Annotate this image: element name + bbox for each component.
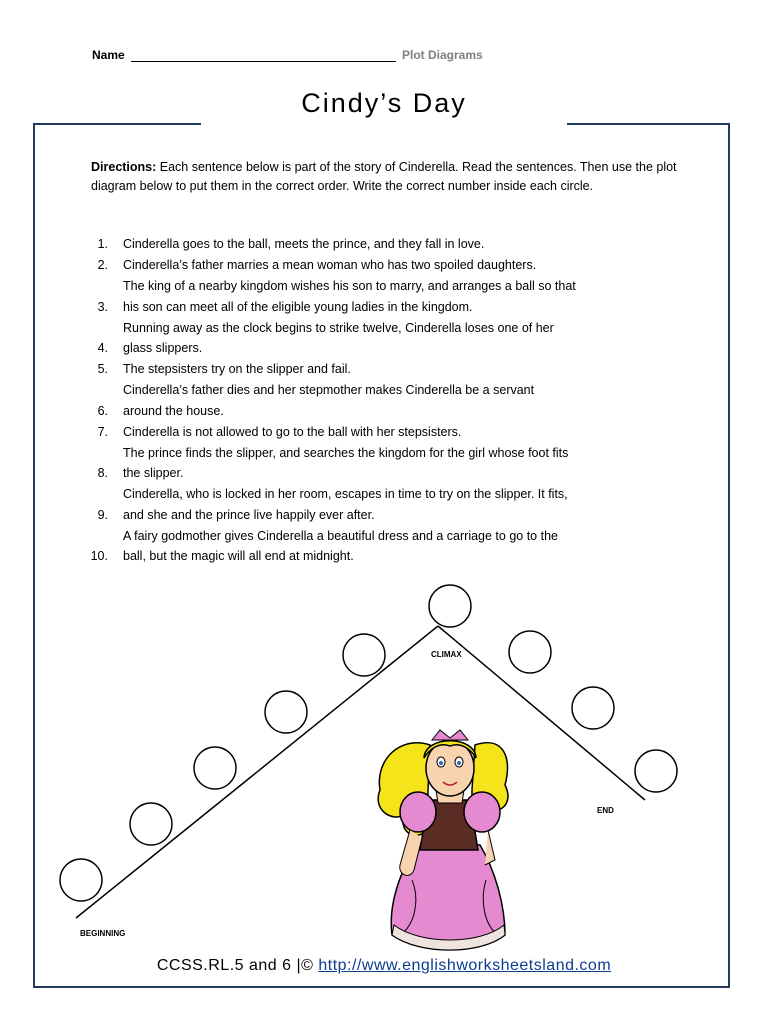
sentence-number: 1. — [97, 237, 108, 251]
cinderella-illustration — [378, 730, 508, 950]
sentence-text: The king of a nearby kingdom wishes his son to marry, and arranges a ball so that — [123, 279, 576, 293]
website-link[interactable]: http://www.englishworksheetsland.com — [318, 957, 612, 974]
sentence-text: Cinderella’s father dies and her stepmother makes Cinderella be a servant — [123, 383, 535, 397]
name-label: Name — [92, 48, 125, 62]
answer-circle[interactable] — [130, 803, 172, 845]
worksheet-type: Plot Diagrams — [402, 48, 483, 62]
answer-circle[interactable] — [635, 750, 677, 792]
directions-text: Each sentence below is part of the story of Cinderella. Read the sentences. Then use the plot diagram below to put them in the correct order. Write the correct number inside each circle. — [91, 160, 677, 193]
sentence-number: 7. — [97, 424, 108, 439]
answer-circle[interactable] — [572, 687, 614, 729]
beginning-label: BEGINNING — [80, 929, 126, 938]
page-title: Cindy’s Day — [301, 88, 467, 118]
answer-circle[interactable] — [60, 859, 102, 901]
sentence-text: Running away as the clock begins to strike twelve, Cinderella loses one of her — [123, 320, 554, 335]
footer — [0, 957, 768, 975]
climax-label: CLIMAX — [431, 650, 462, 659]
sentence-text: A fairy godmother gives Cinderella a beautiful dress and a carriage to go to the — [123, 528, 558, 543]
sentence-text: ball, but the magic will all end at midnight. — [123, 549, 354, 563]
sentence-number: 2. — [97, 258, 108, 272]
sentence-number: 10. — [90, 549, 108, 563]
sentence-text: around the house. — [123, 403, 224, 418]
sentence-text: the slipper. — [123, 466, 184, 480]
directions-lead: Directions: — [91, 160, 157, 174]
sentence-text: Cinderella is not allowed to go to the ball with her stepsisters. — [123, 424, 462, 439]
answer-circle[interactable] — [509, 631, 551, 673]
answer-circle[interactable] — [265, 691, 307, 733]
sentence-number: 6. — [97, 403, 108, 418]
sentence-text: Cinderella, who is locked in her room, escapes in time to try on the slipper. It fits, — [123, 487, 568, 501]
sentence-text: his son can meet all of the eligible young ladies in the kingdom. — [123, 299, 473, 314]
sentence-number: 8. — [97, 466, 108, 480]
sentence-text: Cinderella’s father marries a mean woman who has two spoiled daughters. — [123, 258, 537, 272]
footer-standards: CCSS.RL.5 and 6 |© — [156, 957, 319, 974]
sentence-text: and she and the prince live happily ever after. — [123, 507, 375, 522]
answer-circle[interactable] — [343, 634, 385, 676]
sentence-number: 9. — [97, 507, 108, 522]
sentence-number: 4. — [97, 341, 108, 355]
sentence-number: 3. — [97, 299, 108, 314]
end-label: END — [597, 806, 614, 815]
sentence-text: glass slippers. — [123, 341, 203, 355]
answer-circle[interactable] — [194, 747, 236, 789]
answer-circle[interactable] — [429, 585, 471, 627]
sentence-text: The prince finds the slipper, and searches the kingdom for the girl whose foot fits — [123, 445, 569, 460]
sentence-text: Cinderella goes to the ball, meets the prince, and they fall in love. — [123, 237, 485, 251]
sentence-text: The stepsisters try on the slipper and fail. — [123, 362, 351, 376]
sentence-number: 5. — [97, 362, 108, 376]
